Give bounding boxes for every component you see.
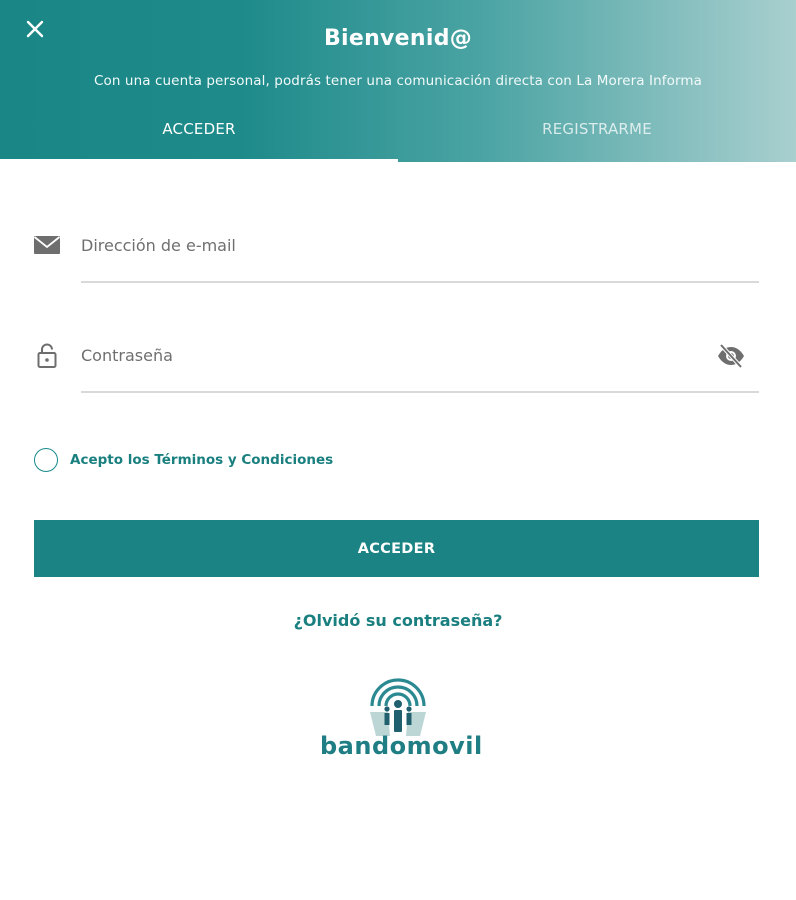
mail-icon [32, 230, 62, 260]
tab-login[interactable]: ACCEDER [162, 120, 236, 138]
toggle-password-visibility[interactable] [716, 342, 746, 370]
tab-register[interactable]: REGISTRARME [542, 120, 652, 138]
email-field-group [0, 222, 796, 282]
bandomovil-logo-icon [366, 676, 430, 736]
lock-icon [32, 340, 62, 370]
terms-radio[interactable] [34, 448, 58, 472]
password-underline [81, 391, 759, 393]
password-input[interactable] [81, 332, 701, 378]
brand-name: bandomovil [320, 732, 483, 760]
forgot-password-link[interactable]: ¿Olvidó su contraseña? [293, 611, 503, 630]
terms-label: Acepto los Términos y Condiciones [70, 452, 334, 468]
login-button[interactable]: ACCEDER [34, 520, 759, 577]
brand-logo [320, 676, 483, 772]
active-tab-indicator [0, 159, 398, 162]
dialog-subtitle: Con una cuenta personal, podrás tener una comunicación directa con La Morera Informa [93, 73, 703, 89]
dialog-title: Bienvenid@ [323, 26, 473, 51]
eye-off-icon [716, 342, 746, 370]
password-field-group [0, 332, 796, 392]
email-underline [81, 281, 759, 283]
email-input[interactable] [81, 222, 701, 268]
terms-checkbox[interactable] [34, 446, 333, 474]
dialog-header [0, 0, 796, 162]
